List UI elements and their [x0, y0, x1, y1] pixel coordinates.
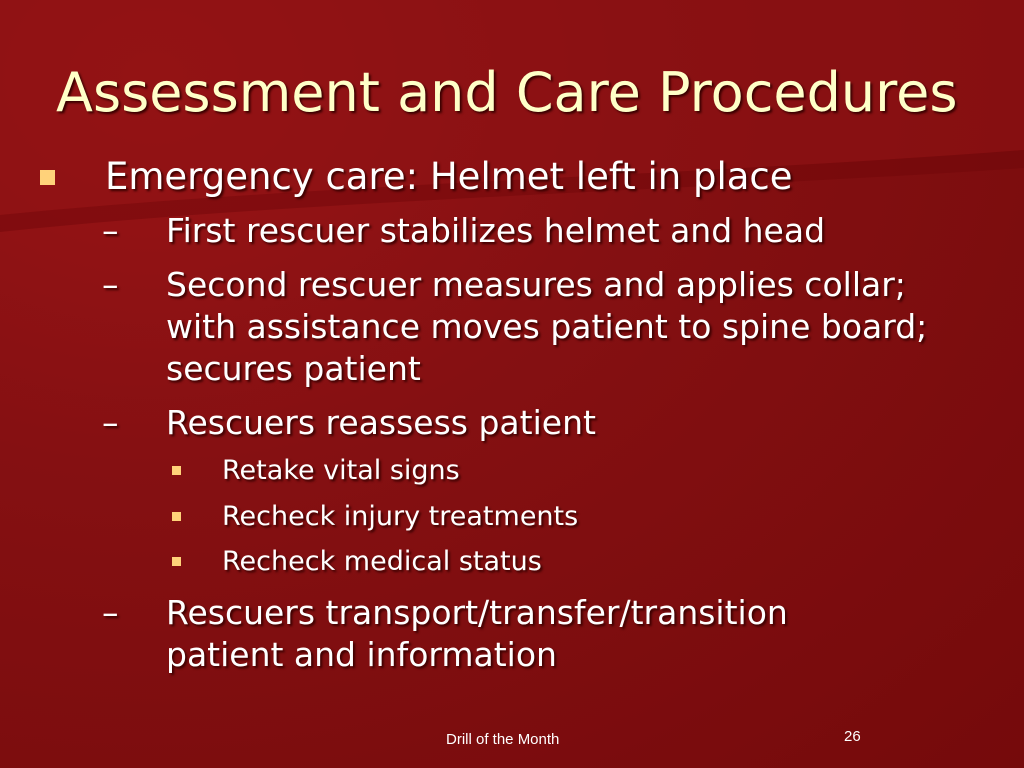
square-bullet-icon: [40, 170, 55, 185]
dash-bullet: –: [102, 265, 119, 304]
list-item-text: Second rescuer measures and applies collar; with assistance moves patient to spine board; secures patient: [166, 265, 928, 388]
dash-bullet: –: [102, 403, 119, 442]
slide-footer: Drill of the Month: [446, 731, 560, 748]
small-square-bullet-icon: [172, 512, 181, 521]
sub-list-item-text: Recheck medical status: [222, 546, 542, 577]
list-item-text: Rescuers transport/transfer/transition patient and information: [166, 593, 788, 674]
sub-list-item-text: Retake vital signs: [222, 455, 460, 486]
sub-list-item-text: Recheck injury treatments: [222, 501, 579, 532]
dash-bullet: –: [102, 211, 119, 250]
slide-title: Assessment and Care Procedures: [56, 61, 958, 124]
page-number: 26: [844, 728, 861, 745]
small-square-bullet-icon: [172, 557, 181, 566]
small-square-bullet-icon: [172, 466, 181, 475]
dash-bullet: –: [102, 593, 119, 632]
list-item-text: First rescuer stabilizes helmet and head: [166, 211, 826, 250]
level1-text: Emergency care: Helmet left in place: [105, 155, 793, 198]
list-item-text: Rescuers reassess patient: [166, 403, 596, 442]
